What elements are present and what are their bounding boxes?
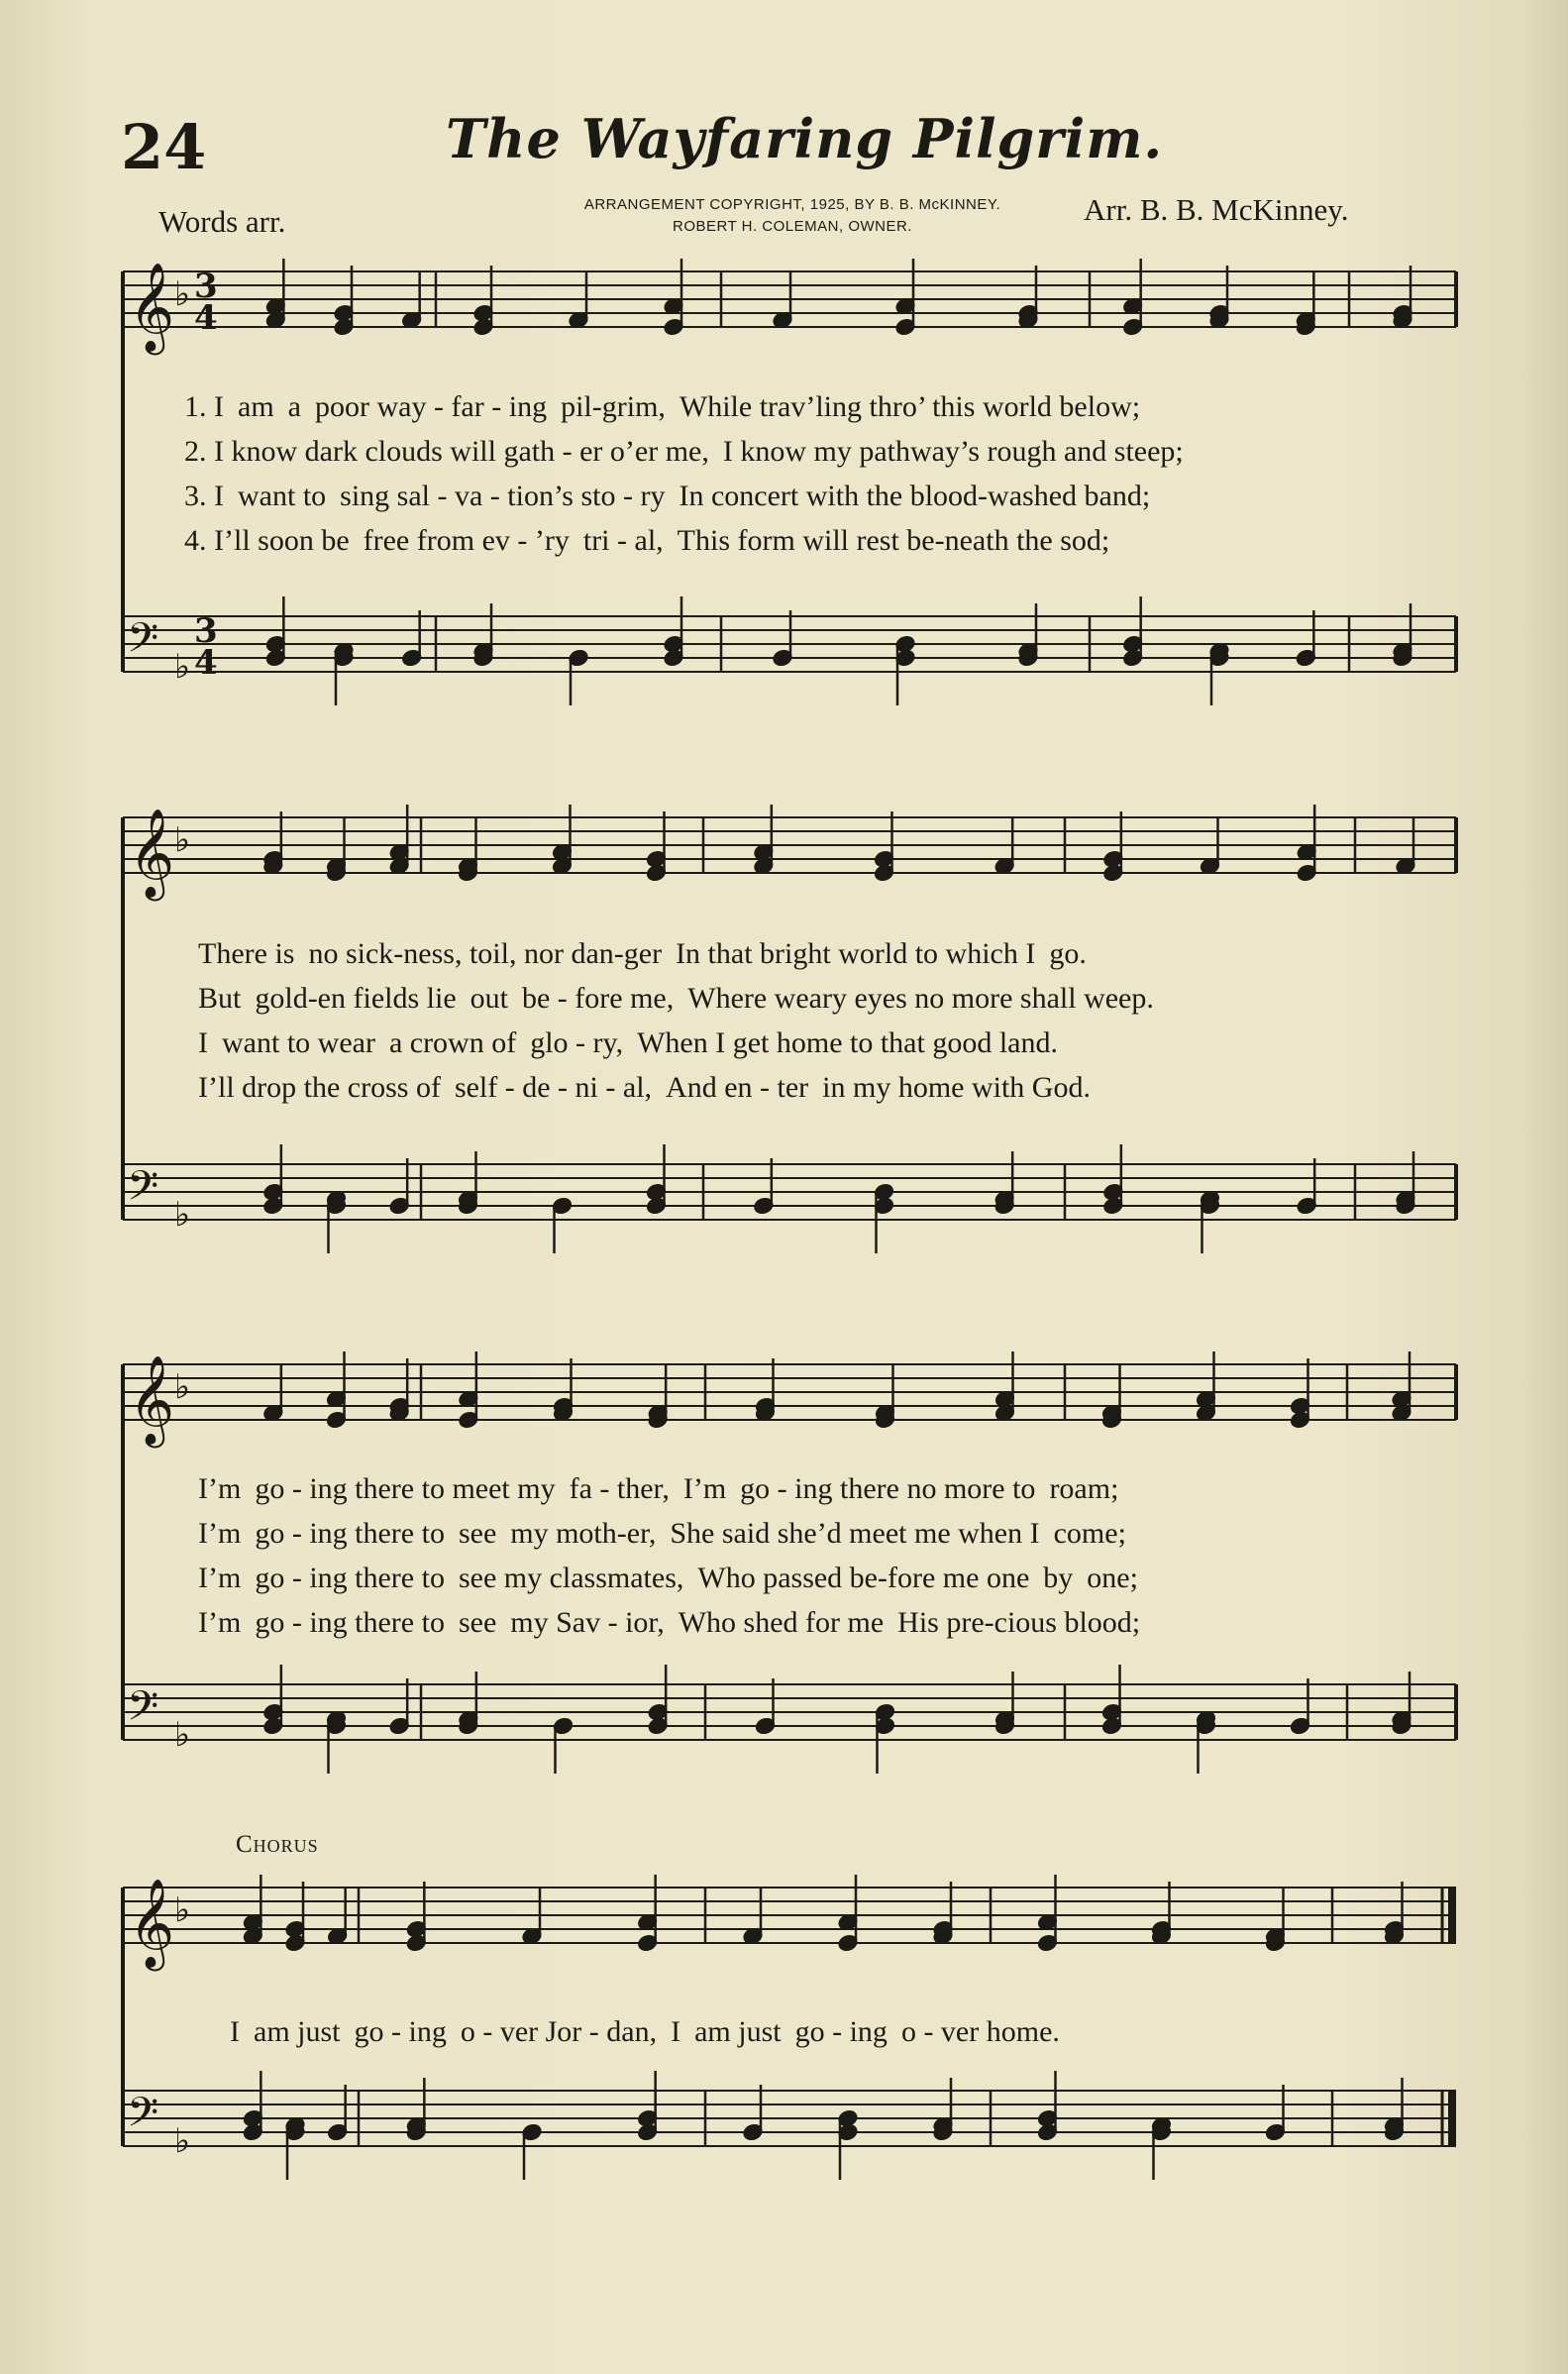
lyric-segment: This form will rest be-neath the sod;: [677, 524, 1110, 557]
key-flat: ♭: [174, 1195, 191, 1235]
lyric-segment: come;: [1053, 1517, 1126, 1550]
lyric-segment: But: [198, 982, 242, 1015]
lyric-line: [184, 390, 1154, 424]
lyric-segment: In that bright world to which I: [676, 937, 1036, 970]
lyric-segment: In concert with the blood-washed band;: [679, 480, 1151, 512]
lyric-segment: His pre-cious blood;: [897, 1606, 1141, 1639]
lyric-segment: Who passed be-fore me one: [697, 1562, 1030, 1594]
lyric-segment: sing sal - va - tion’s sto - ry: [340, 480, 666, 512]
treble-clef: 𝄞: [129, 809, 175, 898]
lyric-segment: want to: [238, 480, 327, 512]
lyric-line: [198, 1472, 1132, 1506]
lyric-line: [198, 1026, 1072, 1060]
lyric-segment: self - de - ni - al,: [454, 1071, 653, 1104]
lyric-segment: I’m: [198, 1606, 242, 1639]
lyric-segment: Who shed for me: [678, 1606, 885, 1639]
lyric-segment: I: [198, 1026, 208, 1059]
bass-clef: 𝄢: [127, 1162, 159, 1220]
lyric-segment: tri - al,: [582, 524, 664, 557]
lyric-segment: I’m: [198, 1562, 242, 1594]
key-flat: ♭: [174, 274, 191, 314]
key-flat: ♭: [174, 1367, 191, 1407]
hymn-number: 24: [121, 111, 207, 183]
lyric-segment: o - ver home.: [900, 2015, 1060, 2048]
lyric-segment: go - ing: [354, 2015, 447, 2048]
lyric-segment: o - ver Jor - dan,: [460, 2015, 658, 2048]
lyric-segment: be - fore me,: [521, 982, 675, 1015]
lyric-segment: I: [671, 2015, 681, 2048]
lyric-segment: While trav’ling thro’ this world below;: [679, 390, 1141, 423]
bass-clef: 𝄢: [127, 614, 159, 672]
lyric-line: [184, 480, 1164, 513]
lyric-segment: go - ing there to: [255, 1606, 445, 1639]
lyric-segment: 1. I: [184, 390, 224, 423]
lyric-segment: 2. I know dark clouds will gath - er o’er me,: [184, 435, 709, 468]
lyric-segment: I: [230, 2015, 240, 2048]
lyric-segment: see: [458, 1606, 497, 1639]
lyric-segment: a: [287, 390, 301, 423]
lyric-segment: one;: [1087, 1562, 1138, 1594]
arranger-credit: Arr. B. B. McKinney.: [1084, 192, 1349, 227]
lyric-line: [198, 1562, 1152, 1595]
lyric-segment: see my classmates,: [458, 1562, 684, 1594]
lyric-segment: in my home with God.: [822, 1071, 1091, 1104]
bass-clef: 𝄢: [127, 1682, 159, 1740]
lyric-line: [198, 1071, 1104, 1105]
lyric-segment: no sick-ness, toil, nor dan-ger: [308, 937, 663, 970]
lyric-line: [230, 2015, 1074, 2049]
lyric-segment: There is: [198, 937, 295, 970]
lyric-segment: want to wear: [222, 1026, 375, 1059]
lyric-segment: She said she’d meet me when I: [670, 1517, 1040, 1550]
lyric-segment: go - ing: [794, 2015, 888, 2048]
lyric-segment: by: [1043, 1562, 1074, 1594]
lyric-segment: Where weary eyes no more shall weep.: [687, 982, 1154, 1015]
time-signature-bottom: 4: [194, 643, 218, 683]
copyright-line-2: ROBERT H. COLEMAN, OWNER.: [673, 218, 912, 235]
lyric-segment: fa - ther,: [569, 1472, 670, 1505]
lyric-segment: pil-grim,: [561, 390, 666, 423]
lyric-segment: see: [458, 1517, 497, 1550]
lyric-segment: 3. I: [184, 480, 224, 512]
lyric-segment: my moth-er,: [510, 1517, 657, 1550]
lyric-segment: go.: [1049, 937, 1087, 970]
lyric-segment: gold-en fields lie: [255, 982, 457, 1015]
time-signature-bottom: 4: [194, 298, 218, 338]
treble-clef: 𝄞: [129, 263, 175, 352]
time-signature-top: 3: [194, 267, 218, 306]
hymn-title: The Wayfaring Pilgrim.: [446, 107, 1164, 170]
lyric-segment: am just: [254, 2015, 341, 2048]
lyric-segment: I’m: [198, 1517, 242, 1550]
lyric-segment: And en - ter: [666, 1071, 809, 1104]
lyric-segment: go - ing there to: [255, 1517, 445, 1550]
time-signature-top: 3: [194, 611, 218, 651]
lyric-segment: 4. I’ll soon be: [184, 524, 350, 557]
lyric-segment: am just: [694, 2015, 782, 2048]
lyric-segment: I’ll drop the cross of: [198, 1071, 441, 1104]
lyric-line: [198, 1606, 1154, 1640]
lyric-segment: go - ing there to meet my: [255, 1472, 556, 1505]
lyric-segment: I’m: [682, 1472, 727, 1505]
key-flat: ♭: [174, 647, 191, 687]
lyric-segment: go - ing there to: [255, 1562, 445, 1594]
lyric-segment: glo - ry,: [530, 1026, 624, 1059]
lyric-segment: When I get home to that good land.: [637, 1026, 1058, 1059]
key-flat: ♭: [174, 1715, 191, 1755]
lyric-segment: go - ing there no more to: [740, 1472, 1036, 1505]
key-flat: ♭: [174, 820, 191, 860]
key-flat: ♭: [174, 1890, 191, 1930]
lyric-segment: am: [238, 390, 274, 423]
lyric-segment: I’m: [198, 1472, 242, 1505]
lyric-line: [198, 982, 1168, 1016]
lyric-segment: roam;: [1049, 1472, 1119, 1505]
lyric-segment: free from ev - ’ry: [363, 524, 570, 557]
words-credit: Words arr.: [158, 204, 286, 239]
lyric-line: [184, 524, 1123, 558]
chorus-label: Chorus: [236, 1831, 319, 1858]
treble-clef: 𝄞: [129, 1879, 175, 1968]
lyric-segment: I know my pathway’s rough and steep;: [722, 435, 1184, 468]
lyric-segment: out: [470, 982, 508, 1015]
lyric-segment: my Sav - ior,: [510, 1606, 665, 1639]
key-flat: ♭: [174, 2121, 191, 2161]
copyright-line-1: ARRANGEMENT COPYRIGHT, 1925, BY B. B. McKINNEY.: [583, 196, 1001, 213]
treble-clef: 𝄞: [129, 1355, 175, 1445]
lyric-line: [184, 435, 1198, 469]
lyric-segment: a crown of: [388, 1026, 517, 1059]
lyric-segment: poor way - far - ing: [314, 390, 548, 423]
bass-clef: 𝄢: [127, 2089, 159, 2146]
lyric-line: [198, 937, 1100, 971]
lyric-line: [198, 1517, 1140, 1551]
